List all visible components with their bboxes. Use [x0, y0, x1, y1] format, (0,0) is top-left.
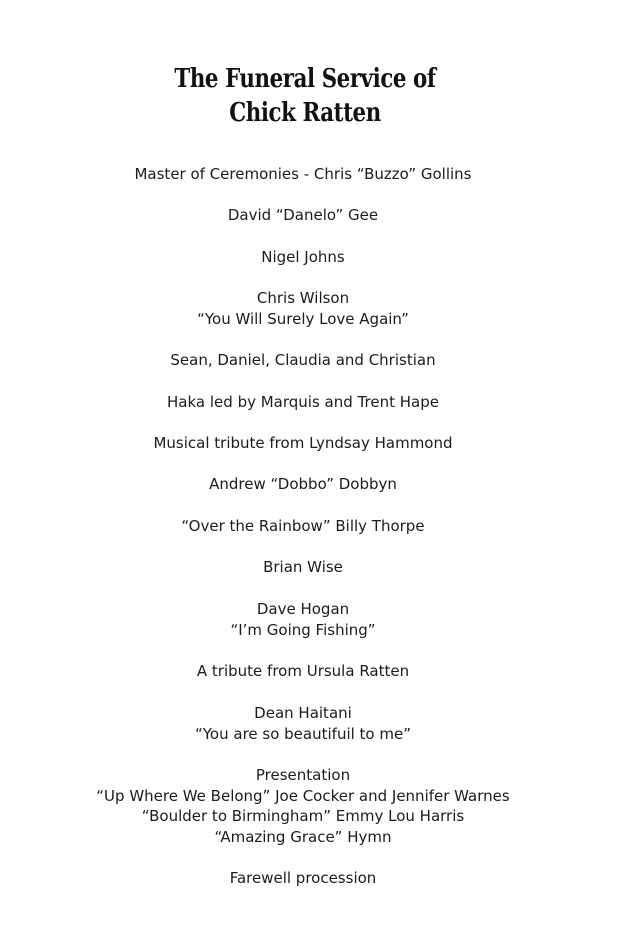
- rainbow-song-line: “Over the Rainbow” Billy Thorpe: [181, 517, 425, 535]
- chris-wilson-song: “You Will Surely Love Again”: [197, 310, 409, 328]
- dean-haitani-line: Dean Haitani: [254, 704, 352, 722]
- andrew-dobbyn-line: Andrew “Dobbo” Dobbyn: [209, 475, 397, 493]
- presentation-line: Presentation: [255, 766, 351, 784]
- presentation-song-1: “Up Where We Belong” Joe Cocker and Jennifer Warnes: [96, 787, 510, 805]
- mc-line: Master of Ceremonies - Chris “Buzzo” Gollins: [134, 165, 472, 183]
- title-line-1: The Funeral Service of: [174, 64, 436, 94]
- dean-haitani-song: “You are so beautifuil to me”: [194, 725, 411, 743]
- nigel-johns-line: Nigel Johns: [261, 248, 345, 266]
- musical-tribute-line: Musical tribute from Lyndsay Hammond: [153, 434, 453, 452]
- title-line-2: Chick Ratten: [229, 98, 381, 128]
- presentation-song-2: “Boulder to Birmingham” Emmy Lou Harris: [141, 807, 465, 825]
- dave-hogan-song: “I’m Going Fishing”: [230, 621, 376, 639]
- dave-hogan-line: Dave Hogan: [256, 600, 350, 618]
- family-line: Sean, Daniel, Claudia and Christian: [170, 351, 436, 369]
- farewell-line: Farewell procession: [229, 869, 377, 887]
- ursula-tribute-line: A tribute from Ursula Ratten: [196, 662, 410, 680]
- chris-wilson-line: Chris Wilson: [256, 289, 350, 307]
- david-gee-line: David “Danelo” Gee: [227, 206, 379, 224]
- haka-line: Haka led by Marquis and Trent Hape: [167, 393, 439, 411]
- brian-wise-line: Brian Wise: [263, 558, 343, 576]
- presentation-song-3: “Amazing Grace” Hymn: [214, 828, 392, 846]
